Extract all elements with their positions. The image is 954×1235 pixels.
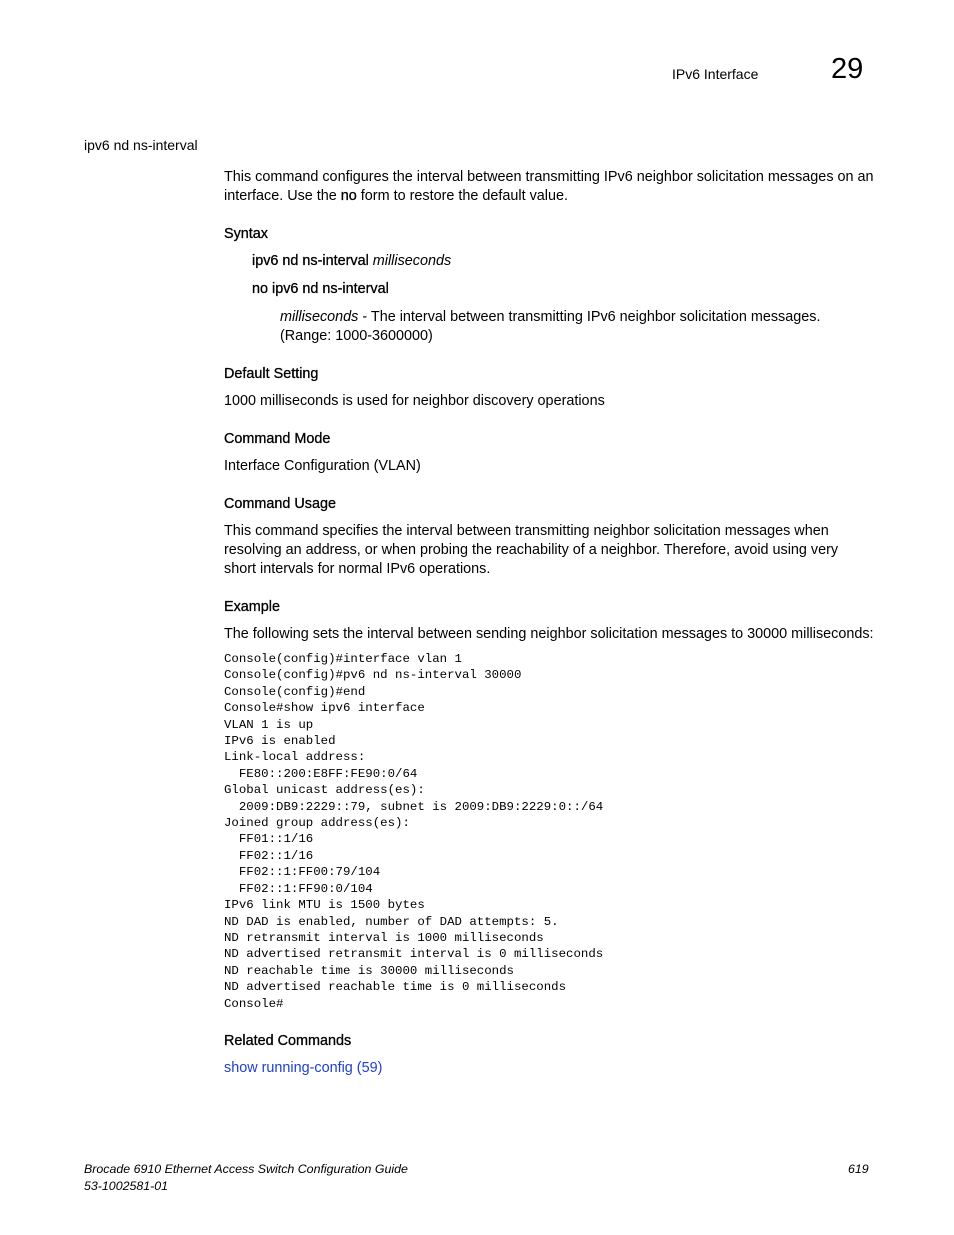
- example-heading: Example: [224, 599, 280, 615]
- footer-page-number: 619: [848, 1162, 869, 1176]
- syntax-line-1: ipv6 nd ns-interval milliseconds: [252, 253, 452, 269]
- default-setting-heading: Default Setting: [224, 366, 319, 382]
- no-keyword: no: [340, 188, 357, 204]
- show-running-config-link[interactable]: show running-config (59): [224, 1059, 383, 1076]
- example-intro: The following sets the interval between sending neighbor solicitation messages to 30000 milliseconds:: [224, 626, 874, 642]
- related-command-link-line: [224, 1059, 874, 1078]
- command-mode-text: Interface Configuration (VLAN): [224, 458, 421, 474]
- footer-doc-number: 53-1002581-01: [84, 1179, 169, 1193]
- section-title: IPv6 Interface: [672, 66, 759, 82]
- example-code: Console(config)#interface vlan 1 Console(config)#pv6 nd ns-interval 30000 Console(config)#end Console#show ipv6 interface VLAN 1 is up IPv6 is enabled Link-local address: FE80::200:E8FF:FE90:0/64 Global unicast address(es): 2009:DB9:2229::79, subnet is 2009:DB9:2229:0::/64 Joined group address(es): FF01::1/16 FF02::1/16 FF02::1:FF00:79/104 FF02::1:FF90:0/104 IPv6 link MTU is 1500 bytes ND DAD is enabled, number of DAD attempts: 5. ND retransmit interval is 1000 milliseconds ND advertised retransmit interval is 0 milliseconds ND reachable time is 30000 milliseconds ND advertised reachable time is 0 milliseconds Console#: [224, 652, 604, 1011]
- param-description: milliseconds - The interval between transmitting IPv6 neighbor solicitation messages. (Range: 1000-3600000): [280, 309, 821, 344]
- chapter-number: 29: [831, 53, 864, 85]
- description: This command configures the interval between transmitting IPv6 neighbor solicitation messages on an interface. Use the no form to restore the default value.: [224, 169, 874, 204]
- command-mode-heading: Command Mode: [224, 431, 331, 447]
- command-usage-heading: Command Usage: [224, 496, 336, 512]
- related-commands-heading: Related Commands: [224, 1032, 352, 1049]
- command-usage-text: This command specifies the interval between transmitting neighbor solicitation messages when resolving an address, or when probing the reachability of a neighbor. Therefore, avoid using very short intervals for normal IPv6 operations.: [224, 523, 839, 577]
- syntax-line-2: no ipv6 nd ns-interval: [252, 281, 389, 297]
- default-setting-text: 1000 milliseconds is used for neighbor discovery operations: [224, 393, 605, 409]
- command-title: ipv6 nd ns-interval: [84, 137, 198, 153]
- syntax-heading: Syntax: [224, 226, 268, 242]
- footer-guide-title: Brocade 6910 Ethernet Access Switch Configuration Guide: [84, 1162, 408, 1176]
- content: [224, 168, 874, 1078]
